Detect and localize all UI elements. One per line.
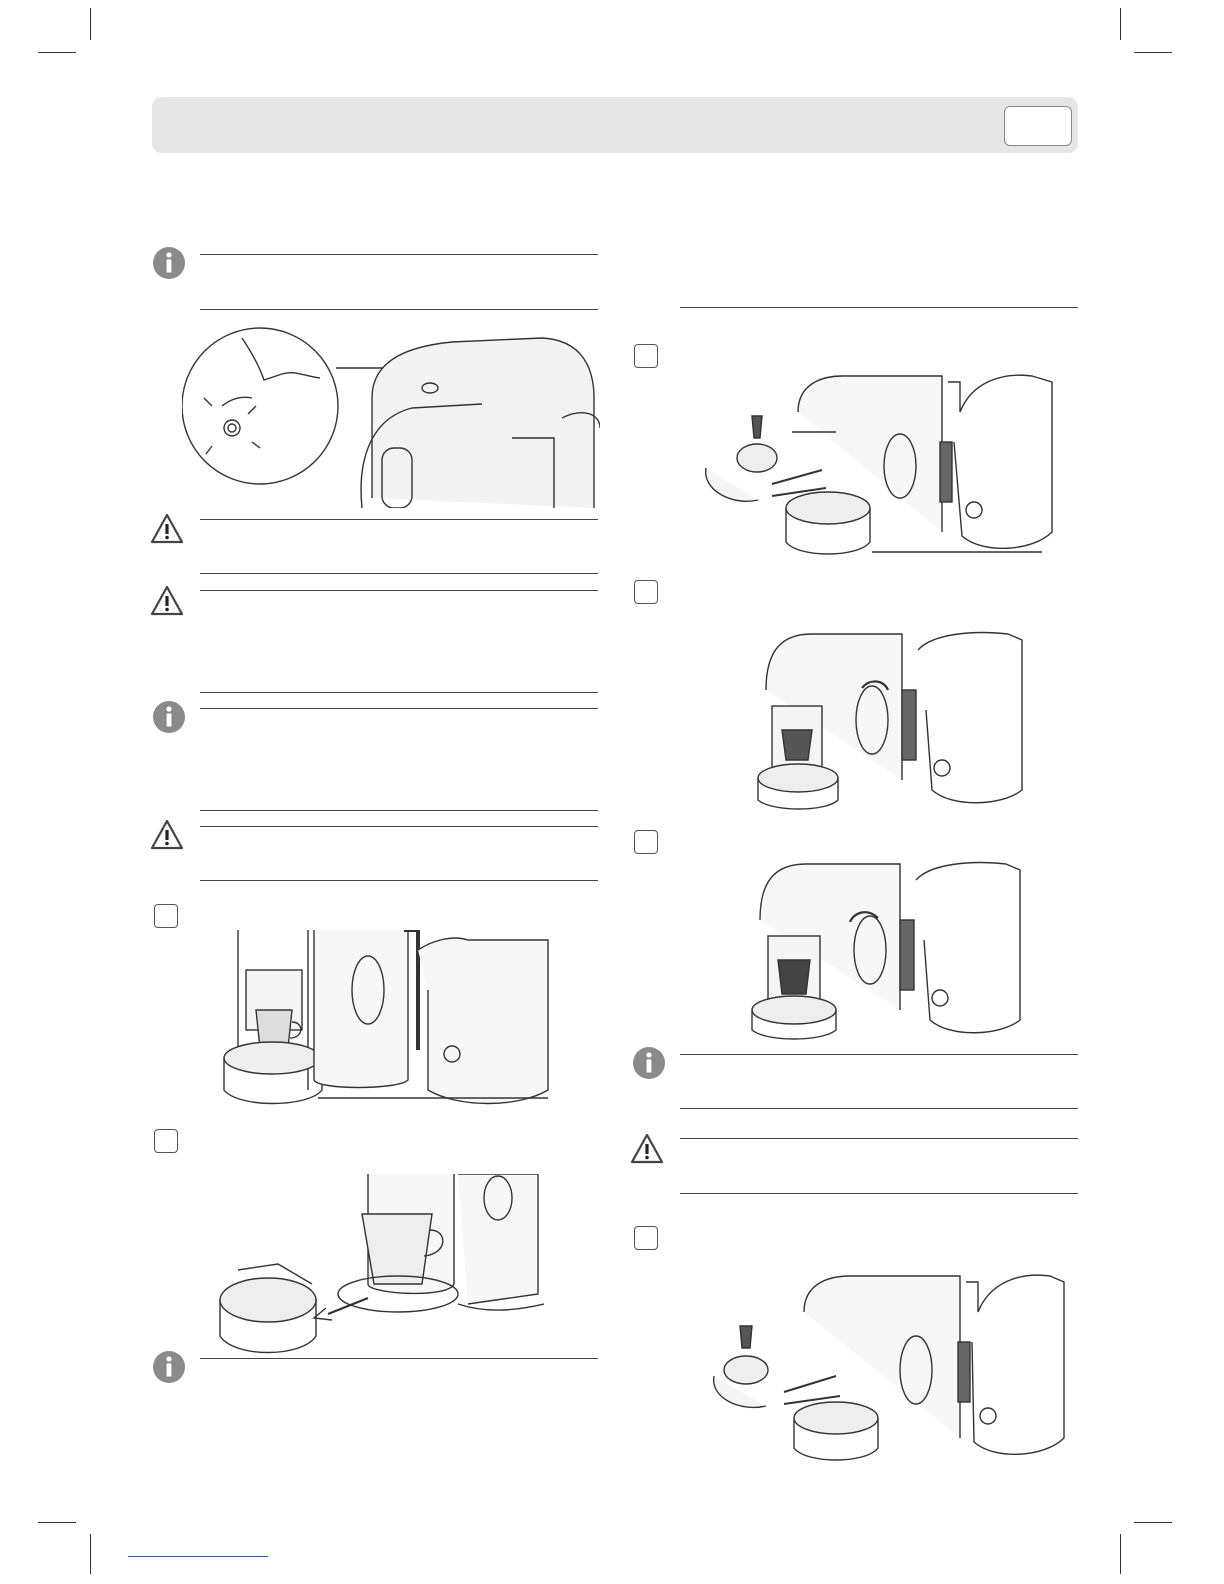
crop-mark [38, 1522, 76, 1523]
section-rule [200, 708, 598, 709]
lever-right-figure [752, 630, 1026, 810]
machine-power-button-figure [182, 318, 600, 508]
insert-capsule-figure [702, 372, 1058, 562]
section-rule [200, 519, 598, 520]
section-rule [680, 1193, 1078, 1194]
step-checkbox [634, 344, 658, 368]
info-icon [152, 700, 186, 734]
warning-icon [150, 512, 184, 546]
section-rule [200, 810, 598, 811]
section-rule [200, 254, 598, 255]
drip-tray-removal-figure [218, 1174, 544, 1358]
header-bar [152, 97, 1078, 153]
section-rule [200, 590, 598, 591]
section-rule [200, 573, 598, 574]
step-checkbox [634, 1226, 658, 1250]
crop-mark [1120, 8, 1121, 40]
info-icon [152, 246, 186, 280]
cup-placement-figure [218, 930, 558, 1112]
step-checkbox [154, 1129, 178, 1153]
section-rule [200, 880, 598, 881]
crop-mark [1134, 1522, 1172, 1523]
warning-icon [150, 818, 184, 852]
info-icon [632, 1046, 666, 1080]
section-rule [680, 1108, 1078, 1109]
section-rule [680, 307, 1078, 308]
warning-icon [150, 584, 184, 618]
step-checkbox [634, 580, 658, 604]
step-checkbox [634, 830, 658, 854]
section-rule [200, 1358, 598, 1359]
crop-mark [1120, 1534, 1121, 1574]
crop-mark [90, 8, 91, 40]
crop-mark [90, 1534, 91, 1574]
section-rule [680, 1138, 1078, 1139]
insert-capsule-figure [710, 1272, 1066, 1468]
lever-left-figure [746, 860, 1024, 1040]
section-rule [200, 826, 598, 827]
crop-mark [38, 52, 76, 53]
crop-mark [1134, 52, 1172, 53]
page-number-box [1004, 106, 1072, 146]
section-rule [200, 692, 598, 693]
warning-icon [630, 1132, 664, 1166]
section-rule [680, 1054, 1078, 1055]
footer-link-underline [128, 1556, 268, 1557]
section-rule [200, 309, 598, 310]
step-checkbox [154, 904, 178, 928]
info-icon [152, 1350, 186, 1384]
